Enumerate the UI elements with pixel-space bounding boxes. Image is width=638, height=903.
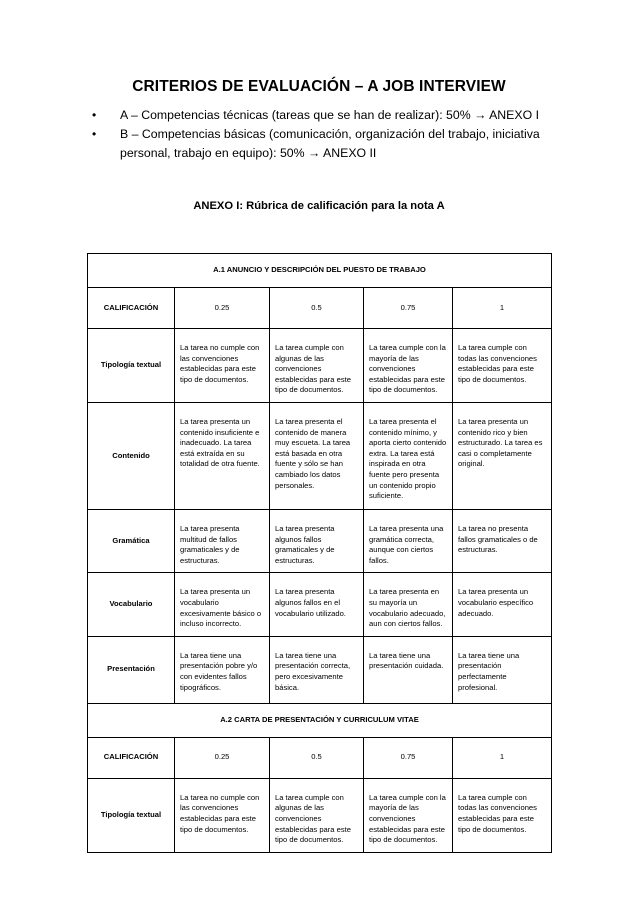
criterion-label: Presentación: [88, 636, 175, 703]
rubric-cell: La tarea presenta un vocabulario excesivamente básico o incluso incorrecto.: [175, 573, 270, 636]
rubric-cell: La tarea cumple con todas las convenciones establecidas para este tipo de documentos.: [453, 778, 552, 852]
rubric-cell: La tarea cumple con algunas de las convenciones establecidas para este tipo de documentos.: [270, 329, 364, 403]
rubric-cell: La tarea no cumple con las convenciones establecidas para este tipo de documentos.: [175, 778, 270, 852]
grade-value: 1: [453, 288, 552, 329]
rubric-cell: La tarea presenta un vocabulario específico adecuado.: [453, 573, 552, 636]
rubric-cell: La tarea presenta el contenido mínimo, y aporta cierto contenido extra. La tarea está inspirada en otra fuente pero presenta un contenido propio suficiente.: [364, 402, 453, 509]
criteria-item-text: A – Competencias técnicas (tareas que se han de realizar): 50% → ANEXO I: [120, 108, 539, 122]
rubric-cell: La tarea tiene una presentación pobre y/o con evidentes fallos tipográficos.: [175, 636, 270, 703]
criterion-label: Contenido: [88, 402, 175, 509]
rubric-table: [87, 253, 552, 853]
grade-label: CALIFICACIÓN: [88, 737, 175, 778]
rubric-cell: La tarea cumple con la mayoría de las convenciones establecidas para este tipo de documentos.: [364, 778, 453, 852]
grade-value: 0.25: [175, 288, 270, 329]
table-row: [88, 573, 552, 636]
rubric-cell: La tarea cumple con todas las convenciones establecidas para este tipo de documentos.: [453, 329, 552, 403]
rubric-cell: La tarea presenta una gramática correcta, aunque con ciertos fallos.: [364, 509, 453, 572]
grade-value: 0.75: [364, 737, 453, 778]
bullet-icon: •: [92, 108, 97, 122]
grade-row: [88, 737, 552, 778]
rubric-cell: La tarea tiene una presentación correcta, pero excesivamente básica.: [270, 636, 364, 703]
table-row: [88, 778, 552, 852]
bullet-icon: •: [92, 127, 97, 141]
rubric-cell: La tarea tiene una presentación cuidada.: [364, 636, 453, 703]
grade-value: 0.5: [270, 737, 364, 778]
table-row: [88, 636, 552, 703]
criteria-item-a: [92, 106, 562, 125]
rubric-cell: La tarea presenta un contenido rico y bien estructurado. La tarea es casi o completamente original.: [453, 402, 552, 509]
rubric-cell: La tarea tiene una presentación perfectamente profesional.: [453, 636, 552, 703]
criteria-item-text: B – Competencias básicas (comunicación, organización del trabajo, iniciativa personal, trabajo en equipo): 50% → ANEXO II: [120, 127, 540, 160]
rubric-cell: La tarea presenta un contenido insuficiente e inadecuado. La tarea está extraída en su totalidad de otra fuente.: [175, 402, 270, 509]
rubric-cell: La tarea cumple con algunas de las convenciones establecidas para este tipo de documentos.: [270, 778, 364, 852]
grade-value: 0.25: [175, 737, 270, 778]
criterion-label: Vocabulario: [88, 573, 175, 636]
criteria-item-b: [92, 125, 562, 163]
table-row: [88, 402, 552, 509]
annex-title: ANEXO I: Rúbrica de calificación para la nota A: [193, 200, 445, 212]
criterion-label: Tipología textual: [88, 778, 175, 852]
criteria-list: [92, 106, 562, 163]
rubric-cell: La tarea presenta en su mayoría un vocabulario adecuado, aun con ciertos fallos.: [364, 573, 453, 636]
rubric-cell: La tarea cumple con la mayoría de las convenciones establecidas para este tipo de documentos.: [364, 329, 453, 403]
section-header-row: [88, 703, 552, 737]
document-title: CRITERIOS DE EVALUACIÓN – A JOB INTERVIEW: [132, 78, 506, 95]
section-title-a2: A.2 CARTA DE PRESENTACIÓN Y CURRICULUM VITAE: [88, 703, 552, 737]
grade-value: 0.75: [364, 288, 453, 329]
section-title-a1: A.1 ANUNCIO Y DESCRIPCIÓN DEL PUESTO DE TRABAJO: [88, 254, 552, 288]
section-header-row: [88, 254, 552, 288]
grade-value: 1: [453, 737, 552, 778]
rubric-cell: La tarea presenta algunos fallos en el vocabulario utilizado.: [270, 573, 364, 636]
rubric-cell: La tarea presenta algunos fallos gramaticales y de estructuras.: [270, 509, 364, 572]
criterion-label: Gramática: [88, 509, 175, 572]
criterion-label: Tipología textual: [88, 329, 175, 403]
rubric-cell: La tarea presenta el contenido de manera muy escueta. La tarea está basada en otra fuente y sólo se han cambiado los datos personales.: [270, 402, 364, 509]
rubric-cell: La tarea no presenta fallos gramaticales o de estructuras.: [453, 509, 552, 572]
table-row: [88, 509, 552, 572]
rubric-cell: La tarea presenta multitud de fallos gramaticales y de estructuras.: [175, 509, 270, 572]
rubric-cell: La tarea no cumple con las convenciones establecidas para este tipo de documentos.: [175, 329, 270, 403]
grade-label: CALIFICACIÓN: [88, 288, 175, 329]
grade-row: [88, 288, 552, 329]
grade-value: 0.5: [270, 288, 364, 329]
table-row: [88, 329, 552, 403]
